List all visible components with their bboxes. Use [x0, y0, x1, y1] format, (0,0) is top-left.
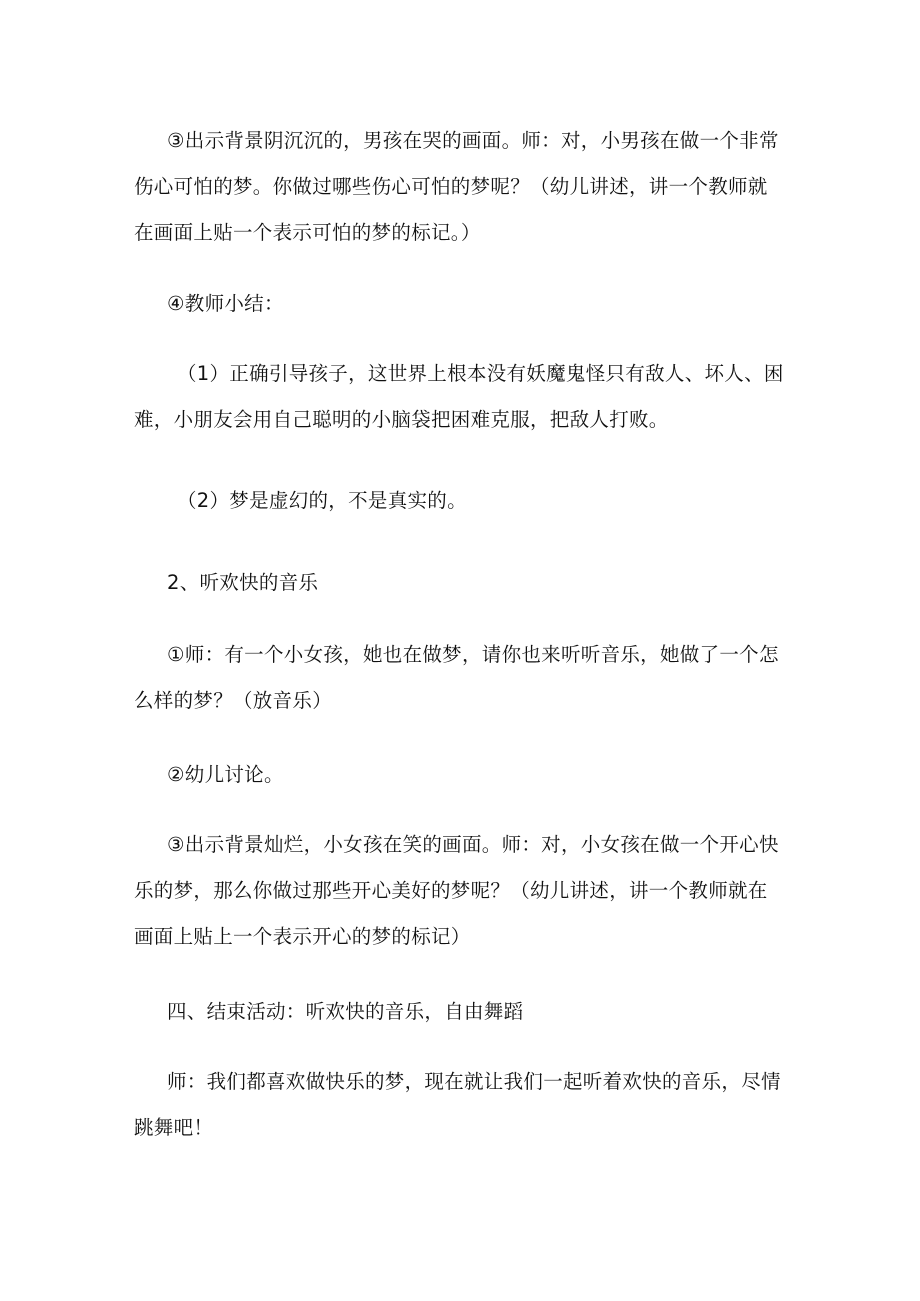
section-heading-ending-activity: 四、结束活动：听欢快的音乐，自由舞蹈 [167, 1000, 524, 1023]
paragraph-summary-point-2: （2）梦是虚幻的，不是真实的。 [177, 489, 467, 512]
paragraph-closing-dance: 师：我们都喜欢做快乐的梦，现在就让我们一起听着欢快的音乐，尽情跳舞吧！ [134, 1070, 781, 1139]
paragraph-sad-dream-scene: ③出示背景阴沉沉的，男孩在哭的画面。师：对，小男孩在做一个非常伤心可怕的梦。你做过哪些伤心可怕的梦呢？（幼儿讲述，讲一个教师就在画面上贴一个表示可怕的梦的标记。） [134, 129, 779, 244]
paragraph-little-girl-dream: ①师：有一个小女孩，她也在做梦，请你也来听听音乐，她做了一个怎么样的梦？（放音乐） [134, 643, 779, 712]
section-heading-happy-music: 2、听欢快的音乐 [167, 571, 319, 594]
paragraph-summary-point-1: （1）正确引导孩子，这世界上根本没有妖魔鬼怪只有敌人、坏人、困难，小朋友会用自己聪明的小脑袋把困难克服，把敌人打败。 [134, 362, 784, 431]
paragraph-children-discuss: ②幼儿讨论。 [167, 763, 284, 786]
paragraph-teacher-summary: ④教师小结： [167, 292, 284, 315]
paragraph-happy-dream-scene: ③出示背景灿烂，小女孩在笑的画面。师：对，小女孩在做一个开心快乐的梦，那么你做过那些开心美好的梦呢？（幼儿讲述，讲一个教师就在画面上贴上一个表示开心的梦的标记） [134, 833, 779, 948]
